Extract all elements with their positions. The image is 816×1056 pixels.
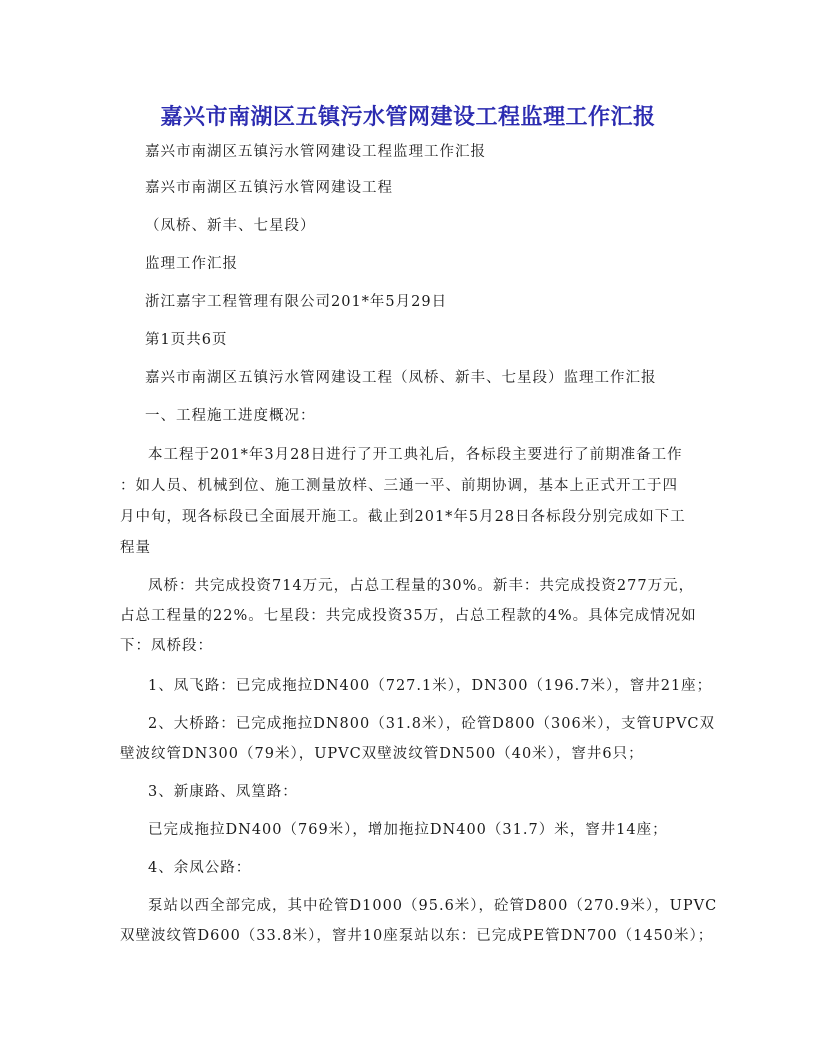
paragraph-1-line-4: 程量 (120, 540, 151, 556)
item-2-line-2: 壁波纹管DN300（79米），UPVC双壁波纹管DN500（40米），窨井6只； (120, 746, 644, 762)
item-1: 1、凤飞路：已完成拖拉DN400（727.1米），DN300（196.7米），窨井21座； (148, 678, 713, 694)
item-4-body-line-1: 泵站以西全部完成，其中砼管D1000（95.6米），砼管D800（270.9米），UPVC (148, 898, 718, 914)
item-2-line-1: 2、大桥路：已完成拖拉DN800（31.8米），砼管D800（306米），支管UPVC双 (148, 716, 716, 732)
company-date-line: 浙江嘉宇工程管理有限公司201*年5月29日 (145, 294, 448, 310)
paragraph-1-line-2: ：如人员、机械到位、施工测量放样、三通一平、前期协调，基本上正式开工于四 (120, 478, 678, 494)
paragraph-1-line-1: 本工程于201*年3月28日进行了开工典礼后，各标段主要进行了前期准备工作 (148, 447, 683, 463)
item-3-heading: 3、新康路、凤篁路： (148, 784, 298, 800)
header-line-1: 嘉兴市南湖区五镇污水管网建设工程监理工作汇报 (145, 144, 486, 160)
header-line-4: 监理工作汇报 (145, 256, 238, 272)
section-heading: 一、工程施工进度概况： (145, 408, 316, 424)
document-title: 嘉兴市南湖区五镇污水管网建设工程监理工作汇报 (160, 104, 656, 130)
item-4-body-line-2: 双壁波纹管D600（33.8米），窨井10座泵站以东：已完成PE管DN700（1450米）； (120, 928, 714, 944)
item-4-heading: 4、余凤公路： (148, 860, 252, 876)
paragraph-2-line-3: 下：凤桥段： (120, 638, 213, 654)
item-3-body: 已完成拖拉DN400（769米），增加拖拉DN400（31.7）米，窨井14座； (148, 822, 668, 838)
page-number-line: 第1页共6页 (145, 332, 228, 348)
report-heading: 嘉兴市南湖区五镇污水管网建设工程（凤桥、新丰、七星段）监理工作汇报 (145, 370, 657, 386)
header-line-3: （凤桥、新丰、七星段） (145, 218, 316, 234)
paragraph-2-line-2: 占总工程量的22%。七星段：共完成投资35万，占总工程款的4%。具体完成情况如 (120, 608, 697, 624)
paragraph-2-line-1: 凤桥：共完成投资714万元，占总工程量的30%。新丰：共完成投资277万元， (148, 578, 695, 594)
header-line-2: 嘉兴市南湖区五镇污水管网建设工程 (145, 180, 393, 196)
paragraph-1-line-3: 月中旬，现各标段已全面展开施工。截止到201*年5月28日各标段分别完成如下工 (120, 509, 686, 525)
